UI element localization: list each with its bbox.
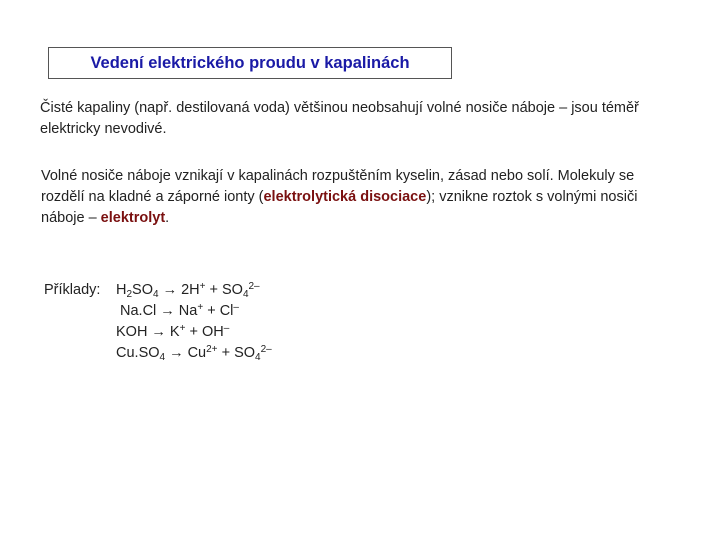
formula-text: SO	[234, 345, 256, 361]
formula-text: Na.Cl	[120, 303, 157, 319]
superscript: 2–	[248, 281, 260, 292]
examples-label: Příklady:	[44, 282, 101, 298]
superscript: 2–	[260, 344, 272, 355]
reaction-arrow-icon: →	[162, 282, 178, 298]
superscript: +	[199, 281, 206, 292]
plus-sign: +	[209, 282, 218, 298]
formula-text: OH	[201, 324, 224, 340]
subscript: 4	[242, 289, 249, 300]
dissociation-text-3: .	[165, 210, 170, 226]
formula-text: SO	[221, 282, 243, 298]
formula-text: SO	[132, 282, 153, 298]
equation-cuso4	[116, 345, 272, 361]
dissociation-paragraph	[41, 166, 681, 229]
dissociation-text-1: Volné nosiče náboje vznikají v kapalinách rozpuštěním kyselin, zásad nebo solí. Molekuly se rozdělí na kladné a záporné ionty (	[41, 168, 635, 205]
subscript: 2	[126, 289, 133, 300]
superscript: –	[233, 302, 239, 313]
formula-text: Cu	[187, 345, 207, 361]
slide-title: Vedení elektrického proudu v kapalinách	[90, 53, 410, 72]
subscript: 4	[255, 352, 261, 363]
intro-paragraph: Čisté kapaliny (např. destilovaná voda) většinou neobsahují volné nosiče náboje – jsou téměř elektricky nevodivé.	[40, 100, 639, 137]
formula-text: Na	[178, 303, 198, 319]
plus-sign: +	[221, 345, 231, 361]
subscript: 4	[153, 289, 159, 300]
formula-text: Cl	[219, 303, 234, 319]
equation-koh	[116, 324, 229, 340]
term-electrolyte: elektrolyt	[100, 210, 166, 226]
title-box	[48, 47, 452, 79]
plus-sign: +	[207, 303, 216, 319]
superscript: +	[197, 302, 204, 313]
formula-text: KOH	[116, 324, 148, 340]
formula-text: 2H	[181, 282, 200, 298]
reaction-arrow-icon: →	[169, 345, 184, 361]
superscript: +	[179, 323, 186, 334]
superscript: –	[223, 323, 230, 334]
formula-text: H	[116, 282, 127, 298]
equation-h2so4	[116, 282, 260, 298]
equation-nacl	[120, 303, 239, 319]
reaction-arrow-icon: →	[151, 324, 166, 340]
superscript: 2+	[206, 344, 218, 355]
dissociation-text-2: ); vznikne roztok s volnými nosiči náboje –	[41, 189, 638, 226]
formula-text: K	[169, 324, 180, 340]
reaction-arrow-icon: →	[160, 303, 175, 319]
plus-sign: +	[189, 324, 198, 340]
formula-text: Cu.SO	[116, 345, 160, 361]
term-electrolytic-dissociation: elektrolytická disociace	[263, 189, 427, 205]
subscript: 4	[159, 352, 166, 363]
